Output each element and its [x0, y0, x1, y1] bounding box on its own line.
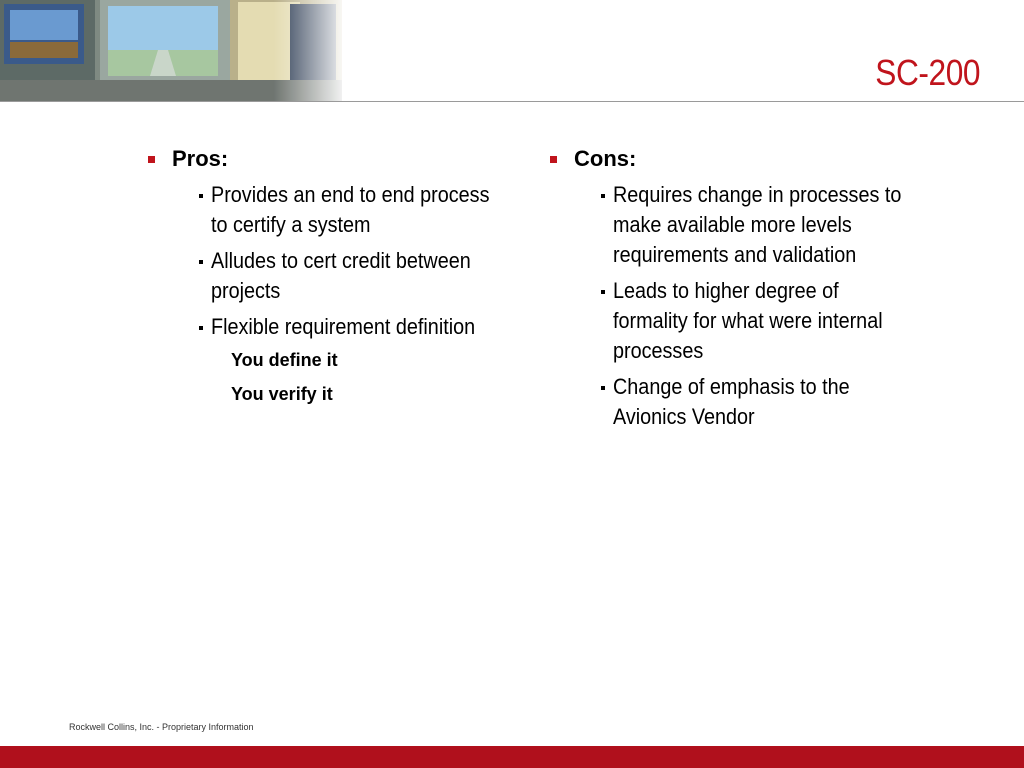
footer-bar [0, 746, 1024, 768]
square-bullet-icon [550, 156, 557, 163]
square-bullet-icon [148, 156, 155, 163]
list-item [146, 180, 506, 240]
slide-title: SC-200 [875, 52, 980, 93]
list-item [146, 246, 506, 306]
list-item [548, 276, 908, 366]
list-item-text: Change of emphasis to the Avionics Vendor [613, 374, 850, 429]
sub-list-item: You verify it [231, 384, 333, 404]
list-item [146, 312, 506, 342]
cons-heading-item [548, 144, 908, 174]
sub-list-item: You define it [231, 350, 338, 370]
square-bullet-icon [199, 326, 203, 330]
square-bullet-icon [601, 194, 605, 198]
list-item-text: Provides an end to end process to certify a system [211, 182, 490, 237]
header-divider [0, 101, 1024, 102]
pros-column [146, 144, 506, 416]
square-bullet-icon [199, 260, 203, 264]
list-item-text: Alludes to cert credit between projects [211, 248, 471, 303]
square-bullet-icon [199, 194, 203, 198]
list-item-text: Leads to higher degree of formality for what were internal processes [613, 278, 883, 363]
cockpit-header-image [0, 0, 342, 102]
list-item-text: Flexible requirement definition [211, 314, 476, 339]
square-bullet-icon [601, 386, 605, 390]
list-item [548, 372, 908, 432]
pros-heading-item [146, 144, 506, 174]
cons-column [548, 144, 908, 438]
footer-text: Rockwell Collins, Inc. - Proprietary Information [69, 722, 254, 732]
list-item-text: Requires change in processes to make available more levels requirements and validation [613, 182, 902, 267]
square-bullet-icon [601, 290, 605, 294]
pros-heading: Pros: [172, 146, 229, 171]
cons-heading: Cons: [574, 146, 637, 171]
list-item [548, 180, 908, 270]
